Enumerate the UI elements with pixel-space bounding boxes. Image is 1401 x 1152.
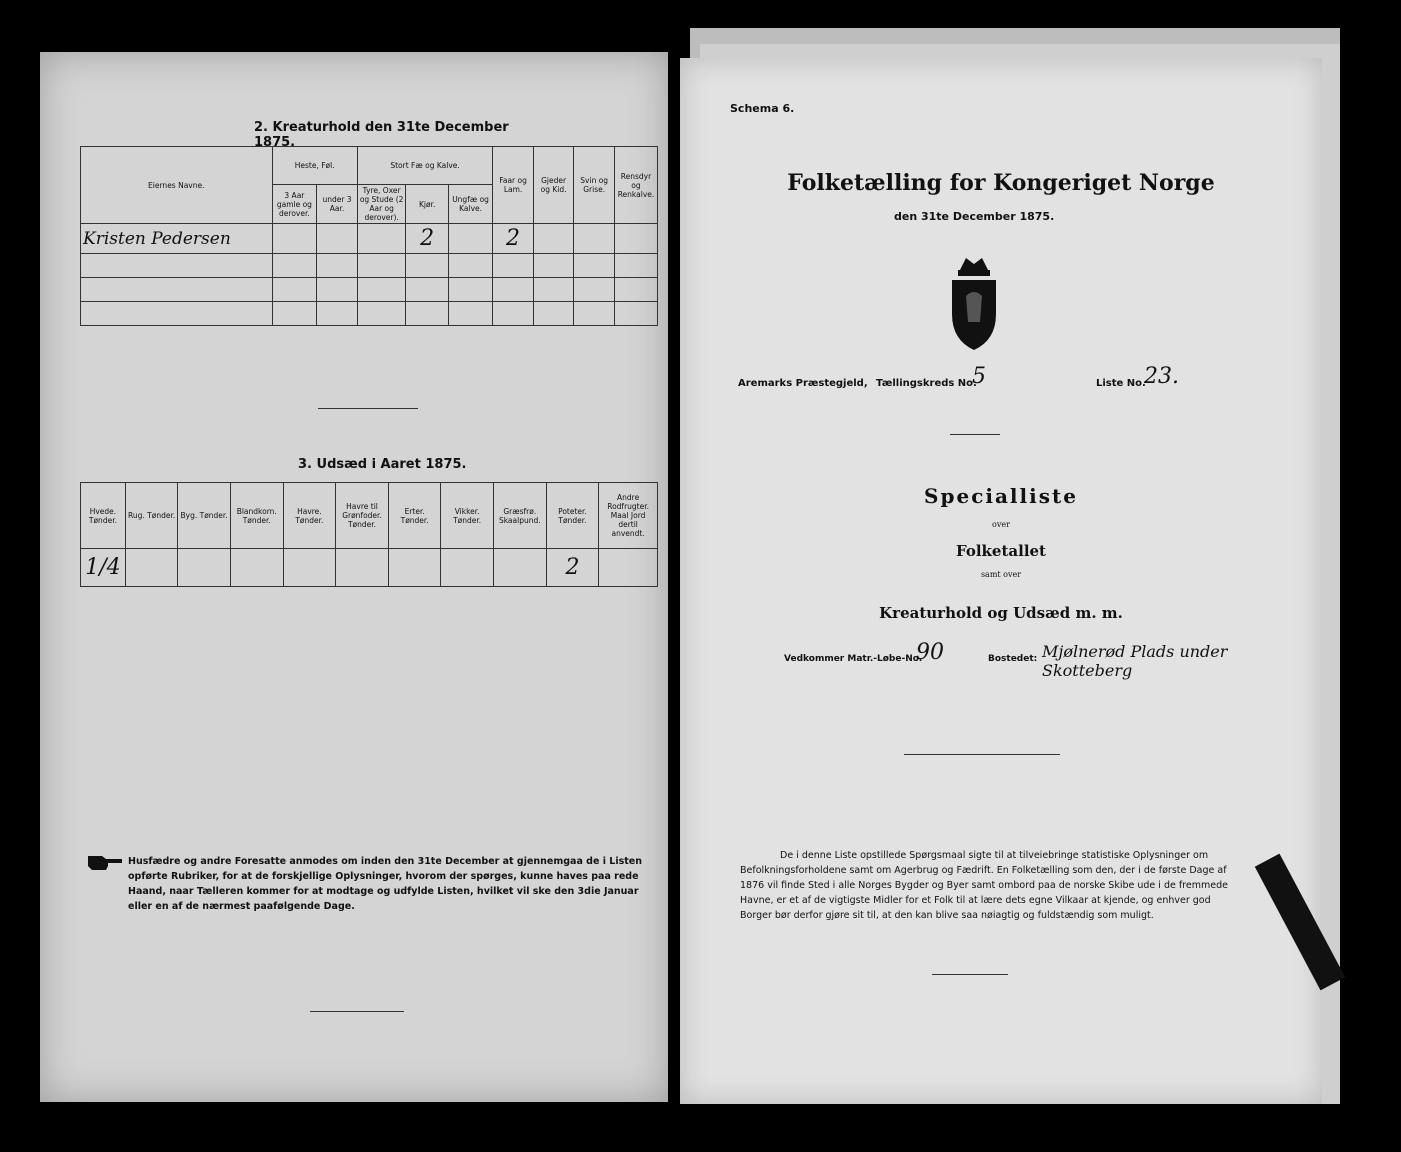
divider xyxy=(932,974,1008,975)
col-rug: Rug. Tønder. xyxy=(125,483,177,549)
col-blandkorn: Blandkorn. Tønder. xyxy=(230,483,283,549)
right-page xyxy=(680,58,1322,1104)
explanation-paragraph: De i denne Liste opstillede Spørgsmaal sigte til at tilveiebringe statistiske Oplysninger om Befolkningsforholdene samt om Agerbrug og Fædrift. En Folketælling som den, der i de første Dage af 1876 vil finde Sted i alle Norges Bygder og Byer samt ombord paa de norske Skibe ude i de fremmede Havne, er et af de vigtigste Midler for et Folk til at lære dets egne Vilkaar at kjende, og enhver god Borger bør derfor gjøre sit til, at den kan blive saa nøiagtig og fuldstændig som muligt. xyxy=(740,850,1228,921)
rensdyr-header: Rensdyr og Renkalve. xyxy=(614,147,657,224)
heste-header: Heste, Føl. xyxy=(272,147,357,185)
col-byg: Byg. Tønder. xyxy=(178,483,230,549)
main-title: Folketælling for Kongeriget Norge xyxy=(787,170,1215,196)
faar-header: Faar og Lam. xyxy=(493,147,533,224)
col-havre: Havre. Tønder. xyxy=(283,483,335,549)
section3-title: 3. Udsæd i Aaret 1875. xyxy=(298,457,467,472)
matr-value: 90 xyxy=(916,640,944,665)
table-row xyxy=(81,254,658,278)
hvede-value: 1/4 xyxy=(81,549,126,587)
left-page xyxy=(40,52,668,1102)
samt-over-label: samt over xyxy=(980,570,1022,579)
bostedet-value: Mjølnerød Plads under Skotteberg xyxy=(1042,642,1228,680)
footnote: Husfædre og andre Foresatte anmodes om inden den 31te December at gjennemgaa de i Listen opførte Rubriker, for at de forskjellige Oplysninger, hvorom der spørges, kunne haves paa rede Haand, naar Tælleren kommer for at modtage og udfylde Listen, hvilket vil ske den 3die Januar eller en af de nærmest paafølgende Dage. xyxy=(128,856,643,912)
gjeder-header: Gjeder og Kid. xyxy=(533,147,574,224)
table-row xyxy=(81,302,658,326)
kreaturhold-title: Kreaturhold og Udsæd m. m. xyxy=(879,604,1123,622)
kjor-value: 2 xyxy=(406,224,448,254)
heste-sub2: under 3 Aar. xyxy=(317,185,358,224)
table-row xyxy=(81,549,658,587)
bostedet-label: Bostedet: xyxy=(988,654,1038,664)
col-poteter: Poteter. Tønder. xyxy=(546,483,599,549)
col-graesfro: Græsfrø. Skaalpund. xyxy=(493,483,546,549)
storfe-sub2: Kjør. xyxy=(406,185,448,224)
prestegjeld: Aremarks Præstegjeld, xyxy=(738,378,868,389)
matr-label: Vedkommer Matr.-Løbe-No. xyxy=(784,654,923,664)
pointing-hand-icon xyxy=(86,852,124,874)
table-row xyxy=(81,224,658,254)
over-label: over xyxy=(992,520,1010,529)
liste-value: 23. xyxy=(1144,364,1179,389)
col-hvede: Hvede. Tønder. xyxy=(81,483,126,549)
owner-header: Eiernes Navne. xyxy=(81,147,273,224)
col-havre-gronfoder: Havre til Grønfoder. Tønder. xyxy=(336,483,389,549)
liste-label: Liste No. xyxy=(1096,378,1146,389)
specialliste-title: Specialliste xyxy=(924,484,1078,508)
folketallet-title: Folketallet xyxy=(956,542,1046,560)
coat-of-arms-icon xyxy=(946,252,1002,352)
census-date: den 31te December 1875. xyxy=(894,210,1055,223)
divider xyxy=(310,1011,404,1012)
divider xyxy=(950,434,1000,435)
section2-title: 2. Kreaturhold den 31te December 1875. xyxy=(254,120,509,150)
divider xyxy=(904,754,1060,755)
storfe-sub3: Ungfæ og Kalve. xyxy=(448,185,493,224)
schema-label: Schema 6. xyxy=(730,102,795,115)
col-vikker: Vikker. Tønder. xyxy=(441,483,493,549)
col-andre-rodfrugter: Andre Rodfrugter. Maal Jord dertil anvendt. xyxy=(599,483,658,549)
heste-sub1: 3 Aar gamle og derover. xyxy=(272,185,317,224)
storfe-header: Stort Fæ og Kalve. xyxy=(357,147,493,185)
seed-table xyxy=(80,482,658,587)
tellingskreds-label: Tællingskreds No. xyxy=(876,378,977,389)
poteter-value: 2 xyxy=(546,549,599,587)
tellingskreds-value: 5 xyxy=(972,364,986,389)
livestock-table xyxy=(80,146,658,326)
storfe-sub1: Tyre, Oxer og Stude (2 Aar og derover). xyxy=(357,185,406,224)
table-row xyxy=(81,278,658,302)
divider xyxy=(318,408,418,409)
faar-value: 2 xyxy=(493,224,533,254)
owner-name: Kristen Pedersen xyxy=(81,224,273,254)
svin-header: Svin og Grise. xyxy=(574,147,615,224)
col-erter: Erter. Tønder. xyxy=(388,483,440,549)
